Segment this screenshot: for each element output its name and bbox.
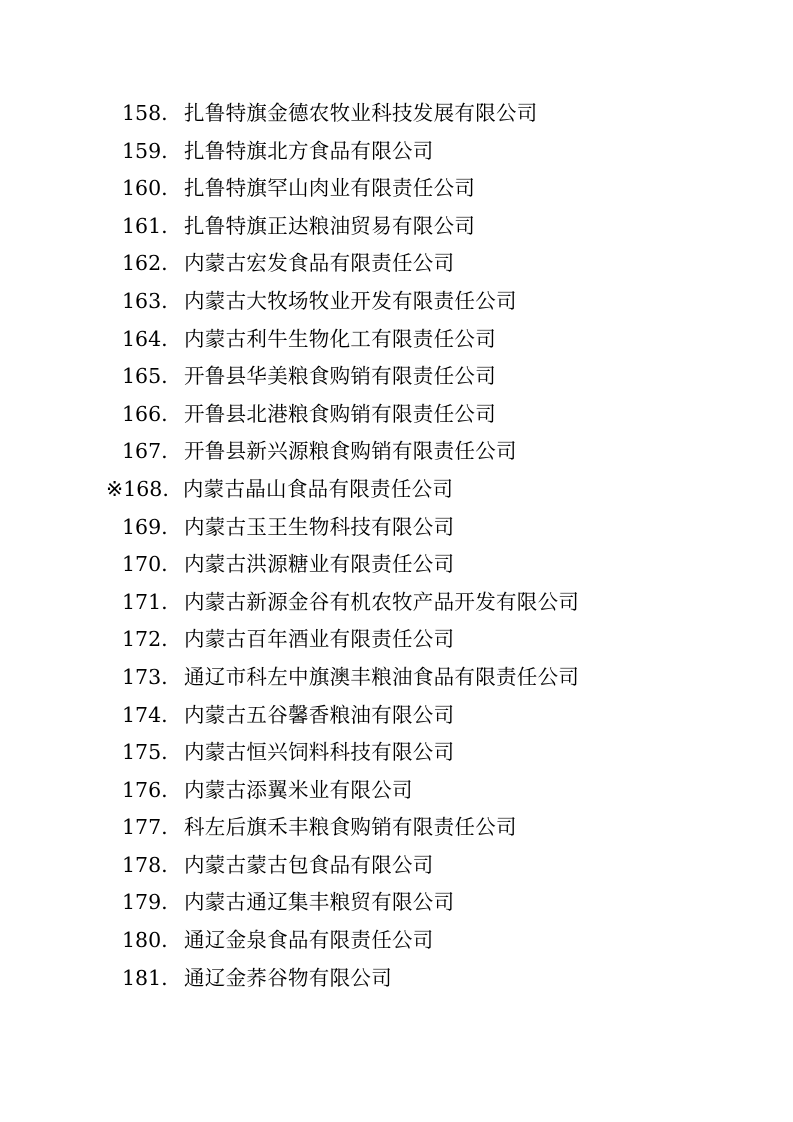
company-list	[106, 95, 697, 997]
list-item	[122, 847, 697, 885]
list-item	[122, 95, 697, 133]
list-item-number: 174.	[122, 702, 168, 727]
list-item-number: 177.	[122, 815, 168, 840]
list-item-number: 172.	[122, 627, 168, 652]
list-item-label: 扎鲁特旗正达粮油贸易有限公司	[184, 213, 476, 238]
list-item-number: 160.	[122, 176, 168, 201]
list-item-number: 173.	[122, 664, 168, 689]
list-item	[122, 922, 697, 960]
list-item-label: 内蒙古玉王生物科技有限公司	[184, 514, 455, 539]
list-item-number: 175.	[122, 740, 168, 765]
list-item	[122, 283, 697, 321]
list-item-number: 165.	[122, 364, 168, 389]
list-item-number: 161.	[122, 213, 168, 238]
list-item-label: 内蒙古利牛生物化工有限责任公司	[184, 326, 496, 351]
list-item-label: 通辽市科左中旗澳丰粮油食品有限责任公司	[184, 664, 580, 689]
list-item-label: 内蒙古五谷馨香粮油有限公司	[184, 702, 455, 727]
list-item	[122, 170, 697, 208]
list-item-number: 158.	[122, 101, 168, 125]
list-item	[122, 809, 697, 847]
list-item-label: 科左后旗禾丰粮食购销有限责任公司	[184, 815, 517, 840]
list-item-label: 内蒙古恒兴饲料科技有限公司	[184, 740, 455, 765]
list-item-number: 180.	[122, 928, 168, 953]
list-item	[122, 208, 697, 246]
list-item	[122, 358, 697, 396]
list-item-number: 170.	[122, 552, 168, 577]
list-item-number	[106, 471, 183, 509]
list-item	[122, 245, 697, 283]
list-item	[122, 960, 697, 998]
list-item-label: 内蒙古洪源糖业有限责任公司	[184, 552, 455, 577]
list-item	[122, 321, 697, 359]
list-item	[122, 659, 697, 697]
list-item-number: 167.	[122, 439, 168, 464]
list-item-label: 内蒙古大牧场牧业开发有限责任公司	[184, 288, 517, 313]
list-item-label: 通辽金荞谷物有限公司	[184, 965, 392, 990]
list-item-label: 内蒙古百年酒业有限责任公司	[184, 627, 455, 652]
list-item-number: 164.	[122, 326, 168, 351]
list-item-marked	[106, 471, 697, 509]
reference-mark: ※	[106, 476, 124, 501]
list-item-label: 内蒙古通辽集丰粮贸有限公司	[184, 890, 455, 915]
list-item-label: 扎鲁特旗罕山肉业有限责任公司	[184, 176, 476, 201]
list-item-label: 通辽金泉食品有限责任公司	[184, 928, 434, 953]
list-item-label: 扎鲁特旗金德农牧业科技发展有限公司	[184, 101, 538, 125]
list-item	[122, 772, 697, 810]
list-item-label: 内蒙古晶山食品有限责任公司	[182, 476, 454, 501]
list-item-number: 178.	[122, 852, 168, 877]
list-item-label: 开鲁县华美粮食购销有限责任公司	[184, 364, 496, 389]
list-item	[122, 133, 697, 171]
list-item	[122, 884, 697, 922]
list-item	[122, 396, 697, 434]
list-item-number: 171.	[122, 589, 168, 614]
list-item-label: 内蒙古新源金谷有机农牧产品开发有限公司	[184, 589, 580, 614]
list-item	[122, 546, 697, 584]
list-item-number: 169.	[122, 514, 168, 539]
list-item-number: 176.	[122, 777, 168, 802]
list-item-label: 开鲁县新兴源粮食购销有限责任公司	[184, 439, 517, 464]
list-item	[122, 584, 697, 622]
list-item-number: 159.	[122, 138, 168, 163]
list-item-number-text: 168.	[123, 476, 169, 501]
list-item	[122, 433, 697, 471]
list-item-label: 内蒙古添翼米业有限公司	[184, 777, 413, 802]
list-item-number: 179.	[122, 890, 168, 915]
list-item	[122, 697, 697, 735]
list-item-label: 扎鲁特旗北方食品有限公司	[184, 138, 434, 163]
list-item-label: 开鲁县北港粮食购销有限责任公司	[184, 401, 496, 426]
list-item-number: 166.	[122, 401, 168, 426]
list-item	[122, 621, 697, 659]
list-item	[122, 734, 697, 772]
list-item	[122, 509, 697, 547]
list-item-number: 163.	[122, 288, 168, 313]
list-item-number: 162.	[122, 251, 168, 276]
list-item-label: 内蒙古宏发食品有限责任公司	[184, 251, 455, 276]
list-item-number: 181.	[122, 965, 168, 990]
list-item-label: 内蒙古蒙古包食品有限公司	[184, 852, 434, 877]
